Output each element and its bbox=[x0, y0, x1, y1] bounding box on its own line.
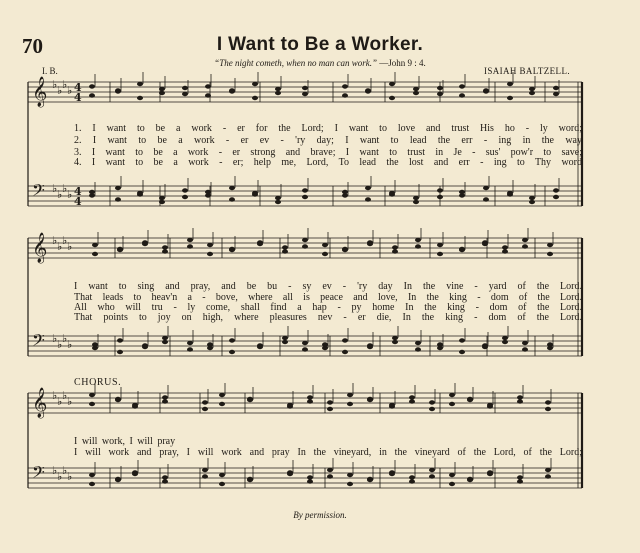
note-head bbox=[137, 82, 143, 86]
flat-icon: ♭ bbox=[57, 338, 63, 351]
note-head bbox=[553, 195, 559, 199]
note-head bbox=[529, 196, 535, 200]
note-head bbox=[437, 252, 443, 256]
note-head bbox=[392, 340, 398, 344]
flat-icon: ♭ bbox=[62, 234, 68, 247]
note-head bbox=[117, 350, 123, 354]
note-head bbox=[415, 238, 421, 242]
note-head bbox=[252, 96, 258, 100]
note-head bbox=[365, 197, 371, 201]
note-head bbox=[205, 93, 211, 97]
note-head bbox=[367, 477, 373, 481]
note-head bbox=[449, 393, 455, 397]
note-head bbox=[502, 249, 508, 253]
note-head bbox=[347, 473, 353, 477]
note-head bbox=[202, 468, 208, 472]
note-head bbox=[553, 188, 559, 192]
note-head bbox=[257, 345, 263, 349]
note-head bbox=[327, 400, 333, 404]
note-head bbox=[413, 196, 419, 200]
note-head bbox=[467, 477, 473, 481]
note-head bbox=[162, 336, 168, 340]
note-head bbox=[437, 86, 443, 90]
note-head bbox=[89, 93, 95, 97]
note-head bbox=[162, 340, 168, 344]
note-head bbox=[389, 192, 395, 196]
note-head bbox=[413, 200, 419, 204]
note-head bbox=[287, 472, 293, 476]
note-head bbox=[307, 399, 313, 403]
note-head bbox=[115, 186, 121, 190]
note-head bbox=[275, 91, 281, 95]
flat-icon: ♭ bbox=[52, 182, 58, 195]
note-head bbox=[517, 395, 523, 399]
note-head bbox=[482, 345, 488, 349]
note-head bbox=[275, 87, 281, 91]
note-head bbox=[229, 88, 235, 92]
note-head bbox=[547, 252, 553, 256]
note-head bbox=[282, 336, 288, 340]
note-head bbox=[467, 397, 473, 401]
note-head bbox=[413, 87, 419, 91]
note-head bbox=[282, 340, 288, 344]
note-head bbox=[392, 249, 398, 253]
note-head bbox=[529, 200, 535, 204]
note-head bbox=[302, 341, 308, 345]
note-head bbox=[389, 82, 395, 86]
note-head bbox=[409, 475, 415, 479]
flat-icon: ♭ bbox=[57, 240, 63, 253]
flat-icon: ♭ bbox=[57, 470, 63, 483]
note-head bbox=[415, 341, 421, 345]
note-head bbox=[553, 92, 559, 96]
note-head bbox=[92, 252, 98, 256]
note-head bbox=[187, 244, 193, 248]
verse-2-line-a: 2. I want to be a work - er ev - 'ry day; I want to lead the err - ing in the way bbox=[74, 135, 582, 146]
note-head bbox=[202, 407, 208, 411]
note-head bbox=[219, 393, 225, 397]
note-head bbox=[275, 196, 281, 200]
note-head bbox=[219, 402, 225, 406]
note-head bbox=[302, 92, 308, 96]
note-head bbox=[142, 242, 148, 246]
note-head bbox=[517, 475, 523, 479]
treble-clef-icon: 𝄞 bbox=[32, 388, 48, 418]
note-head bbox=[282, 249, 288, 253]
verse-2-line-b: That leads to heav'n a - bove, where all is peace and love, In the king - dom of the Lord. bbox=[74, 292, 582, 303]
permission-note: By permission. bbox=[293, 510, 347, 520]
note-head bbox=[483, 197, 489, 201]
time-signature: 4 bbox=[74, 195, 82, 208]
verse-1-line-a: 1. I want to be a work - er for the Lord; I want to love and trust His ho - ly word; bbox=[74, 123, 582, 134]
note-head bbox=[429, 400, 435, 404]
note-head bbox=[482, 242, 488, 246]
flat-icon: ♭ bbox=[57, 395, 63, 408]
note-head bbox=[257, 242, 263, 246]
note-head bbox=[517, 399, 523, 403]
note-head bbox=[302, 86, 308, 90]
note-head bbox=[89, 402, 95, 406]
note-head bbox=[92, 342, 98, 346]
note-head bbox=[547, 243, 553, 247]
time-signature: 4 bbox=[74, 185, 82, 198]
note-head bbox=[115, 397, 121, 401]
note-head bbox=[449, 473, 455, 477]
chorus-label: CHORUS. bbox=[74, 377, 122, 388]
note-head bbox=[162, 249, 168, 253]
note-head bbox=[459, 350, 465, 354]
flat-icon: ♭ bbox=[62, 78, 68, 91]
chorus-line-a: I will work, I will pray bbox=[74, 436, 176, 447]
note-head bbox=[389, 96, 395, 100]
note-head bbox=[342, 338, 348, 342]
note-head bbox=[117, 247, 123, 251]
flat-icon: ♭ bbox=[52, 464, 58, 477]
flat-icon: ♭ bbox=[52, 78, 58, 91]
note-head bbox=[502, 340, 508, 344]
note-head bbox=[89, 482, 95, 486]
note-head bbox=[429, 468, 435, 472]
note-head bbox=[322, 243, 328, 247]
note-head bbox=[207, 342, 213, 346]
flat-icon: ♭ bbox=[57, 188, 63, 201]
note-head bbox=[392, 245, 398, 249]
note-head bbox=[507, 192, 513, 196]
note-head bbox=[545, 400, 551, 404]
note-head bbox=[187, 347, 193, 351]
note-head bbox=[437, 92, 443, 96]
note-head bbox=[545, 474, 551, 478]
page-number: 70 bbox=[22, 34, 43, 58]
note-head bbox=[367, 397, 373, 401]
flat-icon: ♭ bbox=[67, 470, 73, 483]
note-head bbox=[219, 482, 225, 486]
note-head bbox=[389, 404, 395, 408]
note-head bbox=[89, 393, 95, 397]
note-head bbox=[142, 345, 148, 349]
note-head bbox=[322, 252, 328, 256]
note-head bbox=[545, 468, 551, 472]
treble-clef-icon: 𝄞 bbox=[32, 77, 48, 107]
note-head bbox=[429, 407, 435, 411]
note-head bbox=[307, 475, 313, 479]
flat-icon: ♭ bbox=[67, 338, 73, 351]
note-head bbox=[437, 195, 443, 199]
note-head bbox=[202, 400, 208, 404]
note-head bbox=[342, 350, 348, 354]
epigraph-quote: “The night cometh, when no man can work.” bbox=[214, 58, 377, 68]
note-head bbox=[342, 84, 348, 88]
time-signature: 4 bbox=[74, 91, 82, 104]
note-head bbox=[162, 245, 168, 249]
hymn-title: I Want to Be a Worker. bbox=[216, 34, 424, 55]
note-head bbox=[342, 93, 348, 97]
note-head bbox=[347, 482, 353, 486]
note-head bbox=[342, 247, 348, 251]
note-head bbox=[302, 244, 308, 248]
note-head bbox=[252, 192, 258, 196]
flat-icon: ♭ bbox=[67, 84, 73, 97]
note-head bbox=[187, 341, 193, 345]
note-head bbox=[529, 91, 535, 95]
verse-3-line-b: All who will tru - ly come, shall find a hap - py home In the king - dom of the Lord. bbox=[74, 302, 582, 313]
note-head bbox=[547, 342, 553, 346]
bass-clef-icon: 𝄢 bbox=[32, 180, 45, 204]
note-head bbox=[117, 338, 123, 342]
note-head bbox=[252, 82, 258, 86]
note-head bbox=[487, 472, 493, 476]
note-head bbox=[437, 342, 443, 346]
note-head bbox=[327, 474, 333, 478]
verse-3-line-a: 3. I want to be a work - er strong and brave; I want to trust in Je - sus' pow'r to save; bbox=[74, 147, 582, 158]
note-head bbox=[182, 86, 188, 90]
note-head bbox=[287, 404, 293, 408]
note-head bbox=[502, 245, 508, 249]
note-head bbox=[275, 200, 281, 204]
note-head bbox=[247, 477, 253, 481]
note-head bbox=[302, 195, 308, 199]
note-head bbox=[159, 196, 165, 200]
note-head bbox=[182, 188, 188, 192]
verse-4-line-b: That points to joy on high, where pleasures nev - er die, In the king - dom of the Lord. bbox=[74, 312, 582, 323]
note-head bbox=[159, 200, 165, 204]
note-head bbox=[507, 96, 513, 100]
note-head bbox=[459, 190, 465, 194]
note-head bbox=[459, 247, 465, 251]
note-head bbox=[159, 87, 165, 91]
note-head bbox=[229, 247, 235, 251]
note-head bbox=[415, 244, 421, 248]
note-head bbox=[347, 393, 353, 397]
note-head bbox=[229, 186, 235, 190]
note-head bbox=[529, 87, 535, 91]
bass-clef-icon: 𝄢 bbox=[32, 330, 45, 354]
note-head bbox=[207, 252, 213, 256]
note-head bbox=[302, 347, 308, 351]
note-head bbox=[162, 399, 168, 403]
note-head bbox=[367, 345, 373, 349]
note-head bbox=[89, 84, 95, 88]
note-head bbox=[302, 188, 308, 192]
epigraph-reference: —John 9 : 4. bbox=[379, 58, 426, 68]
note-head bbox=[137, 192, 143, 196]
note-head bbox=[459, 338, 465, 342]
note-head bbox=[89, 473, 95, 477]
author-initials: I. B. bbox=[42, 66, 58, 76]
flat-icon: ♭ bbox=[67, 395, 73, 408]
note-head bbox=[483, 186, 489, 190]
note-head bbox=[483, 88, 489, 92]
note-head bbox=[115, 88, 121, 92]
note-head bbox=[553, 86, 559, 90]
note-head bbox=[365, 186, 371, 190]
note-head bbox=[282, 245, 288, 249]
note-head bbox=[229, 350, 235, 354]
note-head bbox=[429, 474, 435, 478]
note-head bbox=[187, 238, 193, 242]
note-head bbox=[162, 479, 168, 483]
note-head bbox=[409, 395, 415, 399]
flat-icon: ♭ bbox=[67, 188, 73, 201]
note-head bbox=[229, 338, 235, 342]
note-head bbox=[409, 399, 415, 403]
note-head bbox=[162, 475, 168, 479]
note-head bbox=[207, 243, 213, 247]
note-head bbox=[229, 197, 235, 201]
note-head bbox=[162, 395, 168, 399]
note-head bbox=[89, 190, 95, 194]
treble-clef-icon: 𝄞 bbox=[32, 233, 48, 263]
note-head bbox=[159, 91, 165, 95]
note-head bbox=[132, 472, 138, 476]
note-head bbox=[327, 407, 333, 411]
flat-icon: ♭ bbox=[62, 389, 68, 402]
note-head bbox=[205, 84, 211, 88]
note-head bbox=[115, 197, 121, 201]
note-head bbox=[413, 91, 419, 95]
note-head bbox=[389, 472, 395, 476]
note-head bbox=[205, 190, 211, 194]
note-head bbox=[487, 404, 493, 408]
note-head bbox=[459, 93, 465, 97]
note-head bbox=[449, 402, 455, 406]
note-head bbox=[115, 477, 121, 481]
verse-1-line-b: I want to sing and pray, and be bu - sy ev - 'ry day In the vine - yard of the Lord. bbox=[74, 281, 582, 292]
note-head bbox=[365, 88, 371, 92]
note-head bbox=[517, 479, 523, 483]
flat-icon: ♭ bbox=[57, 84, 63, 97]
flat-icon: ♭ bbox=[67, 240, 73, 253]
verse-4-line-a: 4. I want to be a work - er; help me, Lord, To lead the lost and err - ing to Thy word bbox=[74, 157, 582, 168]
bass-clef-icon: 𝄢 bbox=[32, 462, 45, 486]
note-head bbox=[137, 96, 143, 100]
note-head bbox=[219, 473, 225, 477]
note-head bbox=[392, 336, 398, 340]
note-head bbox=[342, 190, 348, 194]
flat-icon: ♭ bbox=[62, 464, 68, 477]
note-head bbox=[522, 238, 528, 242]
composer-name: ISAIAH BALTZELL. bbox=[483, 66, 570, 76]
flat-icon: ♭ bbox=[62, 332, 68, 345]
note-head bbox=[459, 84, 465, 88]
note-head bbox=[182, 92, 188, 96]
note-head bbox=[437, 188, 443, 192]
note-head bbox=[415, 347, 421, 351]
note-head bbox=[449, 482, 455, 486]
note-head bbox=[545, 407, 551, 411]
note-head bbox=[507, 82, 513, 86]
note-head bbox=[347, 402, 353, 406]
note-head bbox=[437, 243, 443, 247]
note-head bbox=[409, 479, 415, 483]
note-head bbox=[322, 342, 328, 346]
note-head bbox=[367, 242, 373, 246]
note-head bbox=[92, 243, 98, 247]
note-head bbox=[202, 474, 208, 478]
flat-icon: ♭ bbox=[52, 389, 58, 402]
time-signature: 4 bbox=[74, 81, 82, 94]
note-head bbox=[307, 479, 313, 483]
note-head bbox=[302, 238, 308, 242]
flat-icon: ♭ bbox=[62, 182, 68, 195]
note-head bbox=[522, 347, 528, 351]
note-head bbox=[132, 404, 138, 408]
note-head bbox=[247, 397, 253, 401]
note-head bbox=[307, 395, 313, 399]
note-head bbox=[182, 195, 188, 199]
note-head bbox=[502, 336, 508, 340]
chorus-line-b: I will work and pray, I will work and pray In the vineyard, in the vineyard of the Lord, of the Lord; bbox=[74, 447, 582, 458]
flat-icon: ♭ bbox=[52, 332, 58, 345]
note-head bbox=[327, 468, 333, 472]
note-head bbox=[522, 244, 528, 248]
flat-icon: ♭ bbox=[52, 234, 58, 247]
note-head bbox=[522, 341, 528, 345]
